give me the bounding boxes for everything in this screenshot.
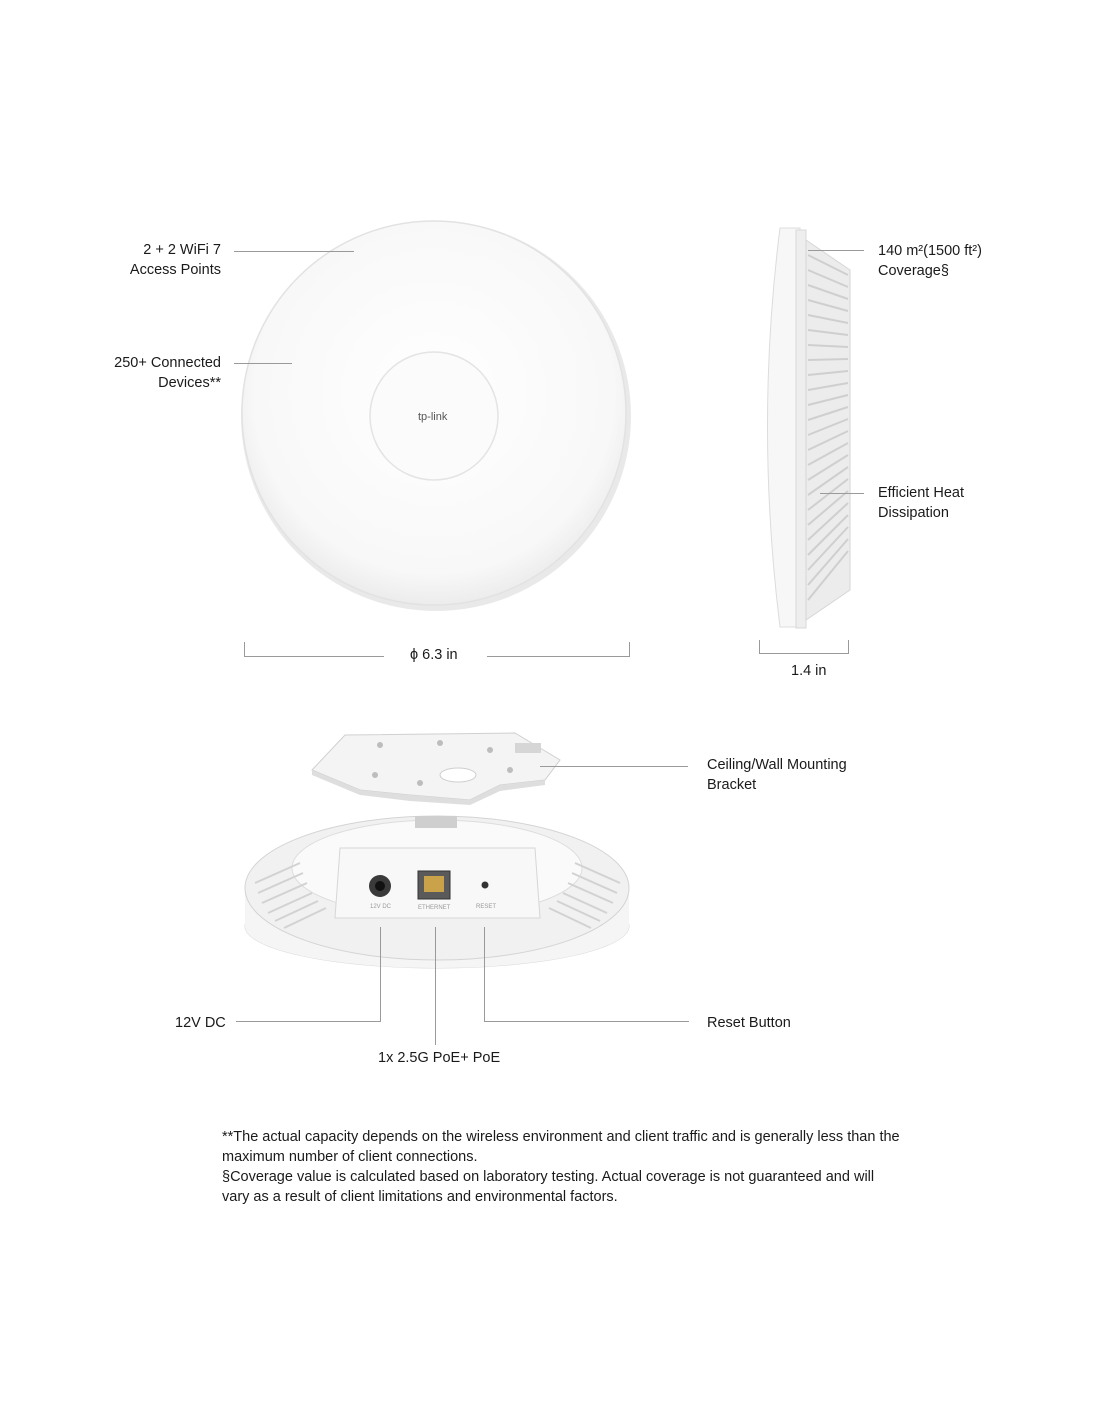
devices-label-line1: 250+ Connected: [114, 355, 221, 371]
heat-callout-line: [820, 493, 864, 494]
reset-label: Reset Button: [707, 1015, 791, 1031]
devices-callout-line: [234, 363, 292, 364]
port-label-ethernet: ETHERNET: [418, 905, 451, 911]
heat-label: [878, 483, 964, 523]
bracket-label-line1: Ceiling/Wall Mounting: [707, 757, 847, 773]
footnote-coverage: §Coverage value is calculated based on laboratory testing. Actual coverage is not guaranteed and will vary as a result of client limitations and environmental factors.: [222, 1169, 875, 1205]
power-callout-horizontal: [236, 1021, 381, 1022]
heat-label-line1: Efficient Heat: [878, 485, 964, 501]
bracket-callout-line: [540, 766, 688, 767]
thickness-bracket-left: [759, 640, 760, 653]
poe-callout-vertical: [435, 927, 436, 1045]
wifi-label: [90, 240, 221, 280]
port-label-power: 12V DC: [370, 904, 392, 910]
wifi-callout-line: [234, 251, 354, 252]
port-label-reset: RESET: [476, 904, 497, 910]
mounting-bracket: [300, 725, 570, 805]
bracket-label-line2: Bracket: [707, 777, 757, 793]
access-point-side-view: [755, 225, 860, 635]
coverage-label-line2: Coverage§: [878, 263, 949, 279]
tp-link-logo: tp-link: [418, 411, 448, 423]
coverage-label: [878, 241, 982, 281]
poe-label: 1x 2.5G PoE+ PoE: [378, 1050, 501, 1066]
wifi-label-line2: Access Points: [129, 262, 221, 278]
devices-label-line2: Devices**: [158, 375, 221, 391]
diameter-line-left: [244, 656, 384, 657]
diameter-line-right: [487, 656, 630, 657]
diameter-bracket-left: [244, 642, 245, 656]
wifi-label-line1: 2 + 2 WiFi 7: [143, 242, 221, 258]
diameter-bracket-right: [629, 642, 630, 656]
power-callout-vertical: [380, 927, 381, 1021]
footnote-capacity: **The actual capacity depends on the wireless environment and client traffic and is generally less than the maximum number of client connections.: [222, 1129, 900, 1165]
thickness-bracket-right: [848, 640, 849, 653]
thickness-label: 1.4 in: [791, 663, 827, 679]
diameter-label: ϕ 6.3 in: [410, 647, 458, 663]
reset-callout-vertical: [484, 927, 485, 1021]
thickness-line: [759, 653, 849, 654]
reset-callout-horizontal: [484, 1021, 689, 1022]
footnotes: [222, 1127, 902, 1207]
bracket-label: [707, 755, 847, 795]
coverage-callout-line: [808, 250, 864, 251]
heat-label-line2: Dissipation: [878, 505, 949, 521]
coverage-label-line1: 140 m²(1500 ft²): [878, 243, 982, 259]
devices-label: [70, 353, 221, 393]
access-point-back-view: [240, 808, 635, 973]
power-label: 12V DC: [175, 1015, 226, 1031]
